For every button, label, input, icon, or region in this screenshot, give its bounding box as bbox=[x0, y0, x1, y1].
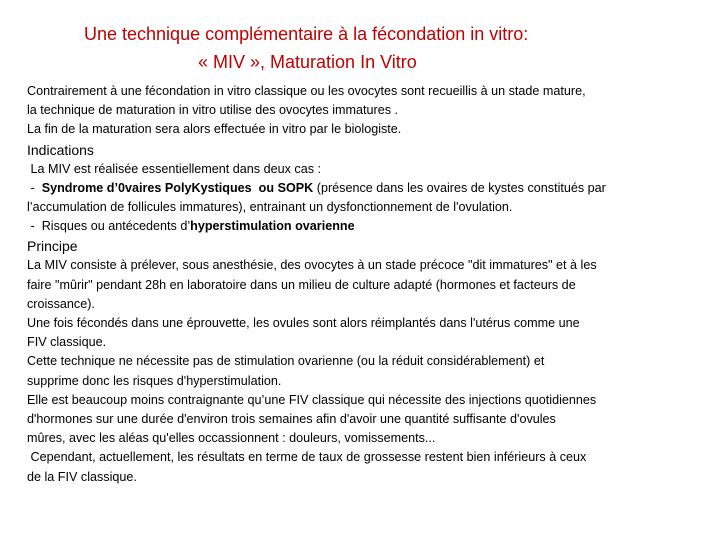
intro-paragraph bbox=[27, 82, 692, 140]
indications-heading: Indications bbox=[27, 141, 94, 158]
intro-line: la technique de maturation in vitro utilise des ovocytes immatures . bbox=[27, 103, 398, 118]
principe-line: d'hormones sur une durée d'environ trois semaines afin d'avoir une quantité suffisante d'ovules bbox=[27, 412, 556, 427]
principe-line: croissance). bbox=[27, 296, 95, 311]
title-line-1: Une technique complémentaire à la fécondation in vitro: bbox=[84, 24, 529, 44]
item-prefix: - Risques ou antécedents d’ bbox=[27, 219, 191, 234]
title-line-2: « MIV », Maturation In Vitro bbox=[198, 52, 417, 72]
principe-line: Cette technique ne nécessite pas de stimulation ovarienne (ou la réduit considérablement) et bbox=[27, 354, 545, 369]
principe-line: FIV classique. bbox=[27, 335, 107, 350]
sopk-term: Syndrome d’0vaires PolyKystiques ou SOPK bbox=[41, 180, 314, 195]
indication-item-1 bbox=[27, 179, 692, 198]
principe-line: faire "mûrir" pendant 28h en laboratoire dans un milieu de culture adapté (hormones et facteurs de bbox=[27, 277, 576, 292]
indications-section bbox=[27, 160, 692, 237]
principe-line: Elle est beaucoup moins contraignante qu’une FIV classique qui nécessite des injections quotidiennes bbox=[27, 392, 597, 407]
intro-line: Contrairement à une fécondation in vitro classique ou les ovocytes sont recueillis à un stade mature, bbox=[27, 84, 586, 98]
hyperstimulation-term: hyperstimulation ovarienne bbox=[190, 219, 355, 234]
principe-line: mûres, avec les aléas qu'elles occassionnent : douleurs, vomissements... bbox=[27, 431, 436, 446]
principe-line: de la FIV classique. bbox=[27, 469, 137, 484]
indications-lead: La MIV est réalisée essentiellement dans deux cas : bbox=[27, 161, 322, 176]
slide-title bbox=[60, 20, 700, 76]
item-text: (présence dans les ovaires de kystes constitués par bbox=[313, 180, 606, 195]
slide-body bbox=[27, 82, 692, 487]
intro-line: La fin de la maturation sera alors effectuée in vitro par le biologiste. bbox=[27, 122, 402, 137]
principe-heading: Principe bbox=[27, 238, 78, 255]
indication-item-2 bbox=[27, 217, 692, 236]
item-prefix: - bbox=[27, 180, 42, 195]
principe-line: Cependant, actuellement, les résultats en terme de taux de grossesse restent bien inférieurs à ceux bbox=[27, 450, 587, 465]
indication-item-1-cont: l’accumulation de follicules immatures), entrainant un dysfonctionnement de l'ovulation. bbox=[27, 200, 513, 215]
principe-line: supprime donc les risques d'hyperstimulation. bbox=[27, 373, 282, 388]
principe-section bbox=[27, 256, 692, 486]
principe-line: La MIV consiste à prélever, sous anesthésie, des ovocytes à un stade précoce "dit immatures" et à les bbox=[27, 258, 597, 273]
principe-line: Une fois fécondés dans une éprouvette, les ovules sont alors réimplantés dans l'utérus comme une bbox=[27, 316, 580, 331]
